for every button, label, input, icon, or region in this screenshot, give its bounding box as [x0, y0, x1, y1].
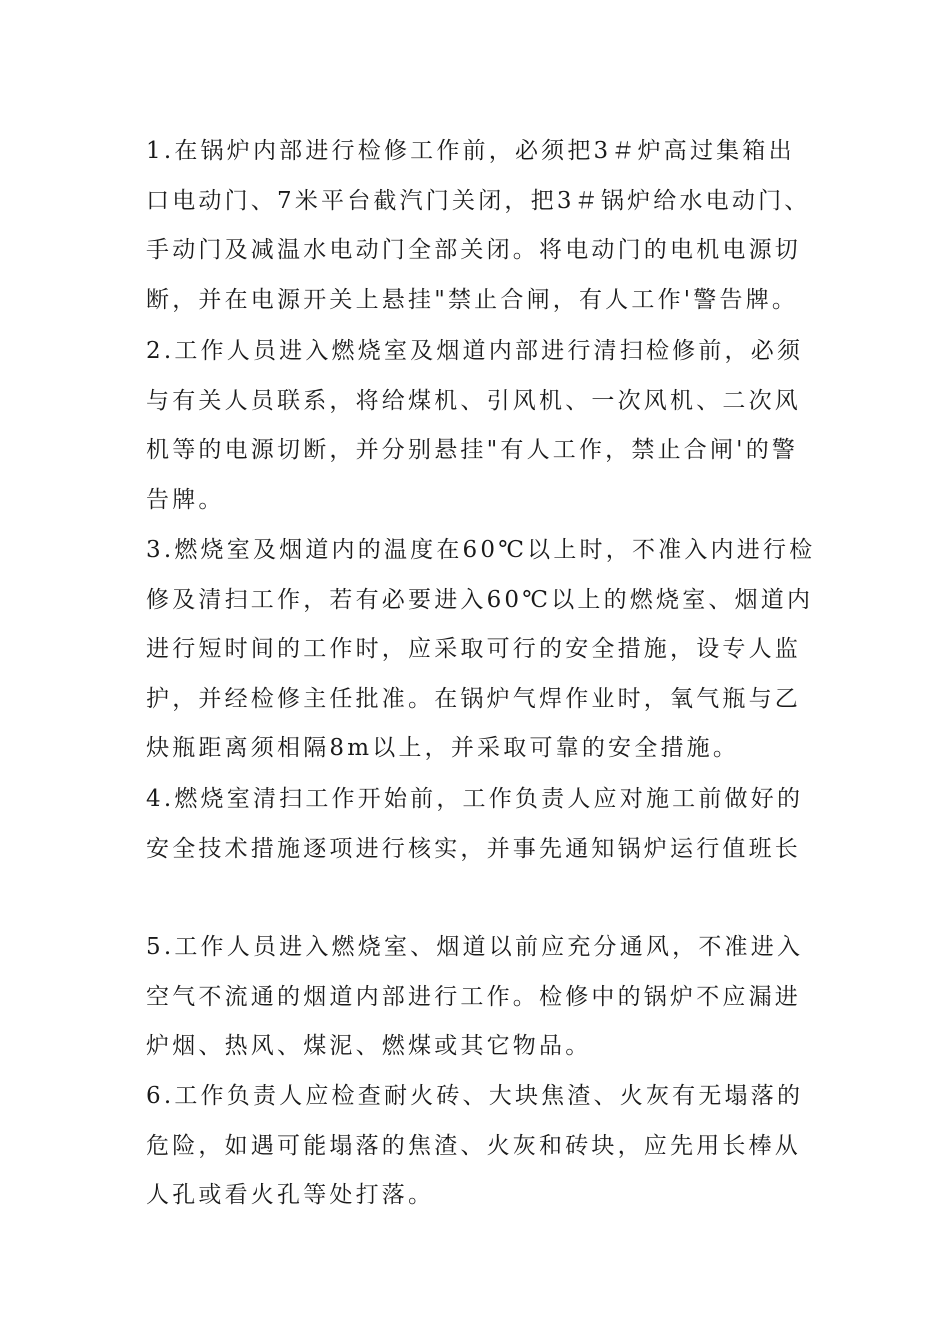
text-line: 护，并经检修主任批准。在锅炉气焊作业时，氧气瓶与乙: [146, 685, 801, 712]
text-line: 2.工作人员进入燃烧室及烟道内部进行清扫检修前，必须: [146, 338, 804, 364]
text-line: 空气不流通的烟道内部进行工作。检修中的锅炉不应漏进: [146, 983, 801, 1010]
text-line: 4.燃烧室清扫工作开始前，工作负责人应对施工前做好的: [146, 786, 804, 812]
text-line: 进行短时间的工作时，应采取可行的安全措施，设专人监: [146, 636, 801, 662]
text-line: 6.工作负责人应检查耐火砖、大块焦渣、火灰有无塌落的: [146, 1083, 804, 1109]
text-line: 人孔或看火孔等处打落。: [146, 1182, 435, 1208]
paragraph-6: [146, 1072, 810, 1221]
text-line: 1.在锅炉内部进行检修工作前，必须把3＃炉高过集箱出: [146, 138, 795, 164]
text-line: 3.燃烧室及烟道内的温度在60℃以上时，不准入内进行检: [146, 537, 816, 563]
text-line: 机等的电源切断，并分别悬挂"有人工作，禁止合闸'的警: [146, 437, 799, 463]
text-line: 危险，如遇可能塌落的焦渣、火灰和砖块，应先用长棒从: [146, 1132, 801, 1159]
text-line: 断，并在电源开关上悬挂"禁止合闸，有人工作'警告牌。: [146, 286, 799, 313]
text-line: 手动门及减温水电动门全部关闭。将电动门的电机电源切: [146, 237, 801, 263]
text-line: 5.工作人员进入燃烧室、烟道以前应充分通风，不准进入: [146, 934, 804, 960]
text-line: 炉烟、热风、煤泥、燃煤或其它物品。: [146, 1033, 592, 1059]
paragraph-2: [146, 327, 810, 525]
text-line: 修及清扫工作，若有必要进入60℃以上的燃烧室、烟道内: [146, 586, 814, 613]
text-line: 安全技术措施逐项进行核实，并事先通知锅炉运行值班长: [146, 835, 801, 862]
text-line: 炔瓶距离须相隔8m以上，并采取可靠的安全措施。: [146, 735, 740, 761]
paragraph-5: [146, 923, 810, 1072]
text-line: 与有关人员联系，将给煤机、引风机、一次风机、二次风: [146, 387, 801, 414]
paragraph-4: [146, 775, 810, 874]
text-line: 口电动门、7米平台截汽门关闭，把3＃锅炉给水电动门、: [146, 187, 811, 214]
paragraph-1: [146, 127, 810, 325]
paragraph-3: [146, 526, 816, 774]
text-line: 告牌。: [146, 486, 225, 513]
